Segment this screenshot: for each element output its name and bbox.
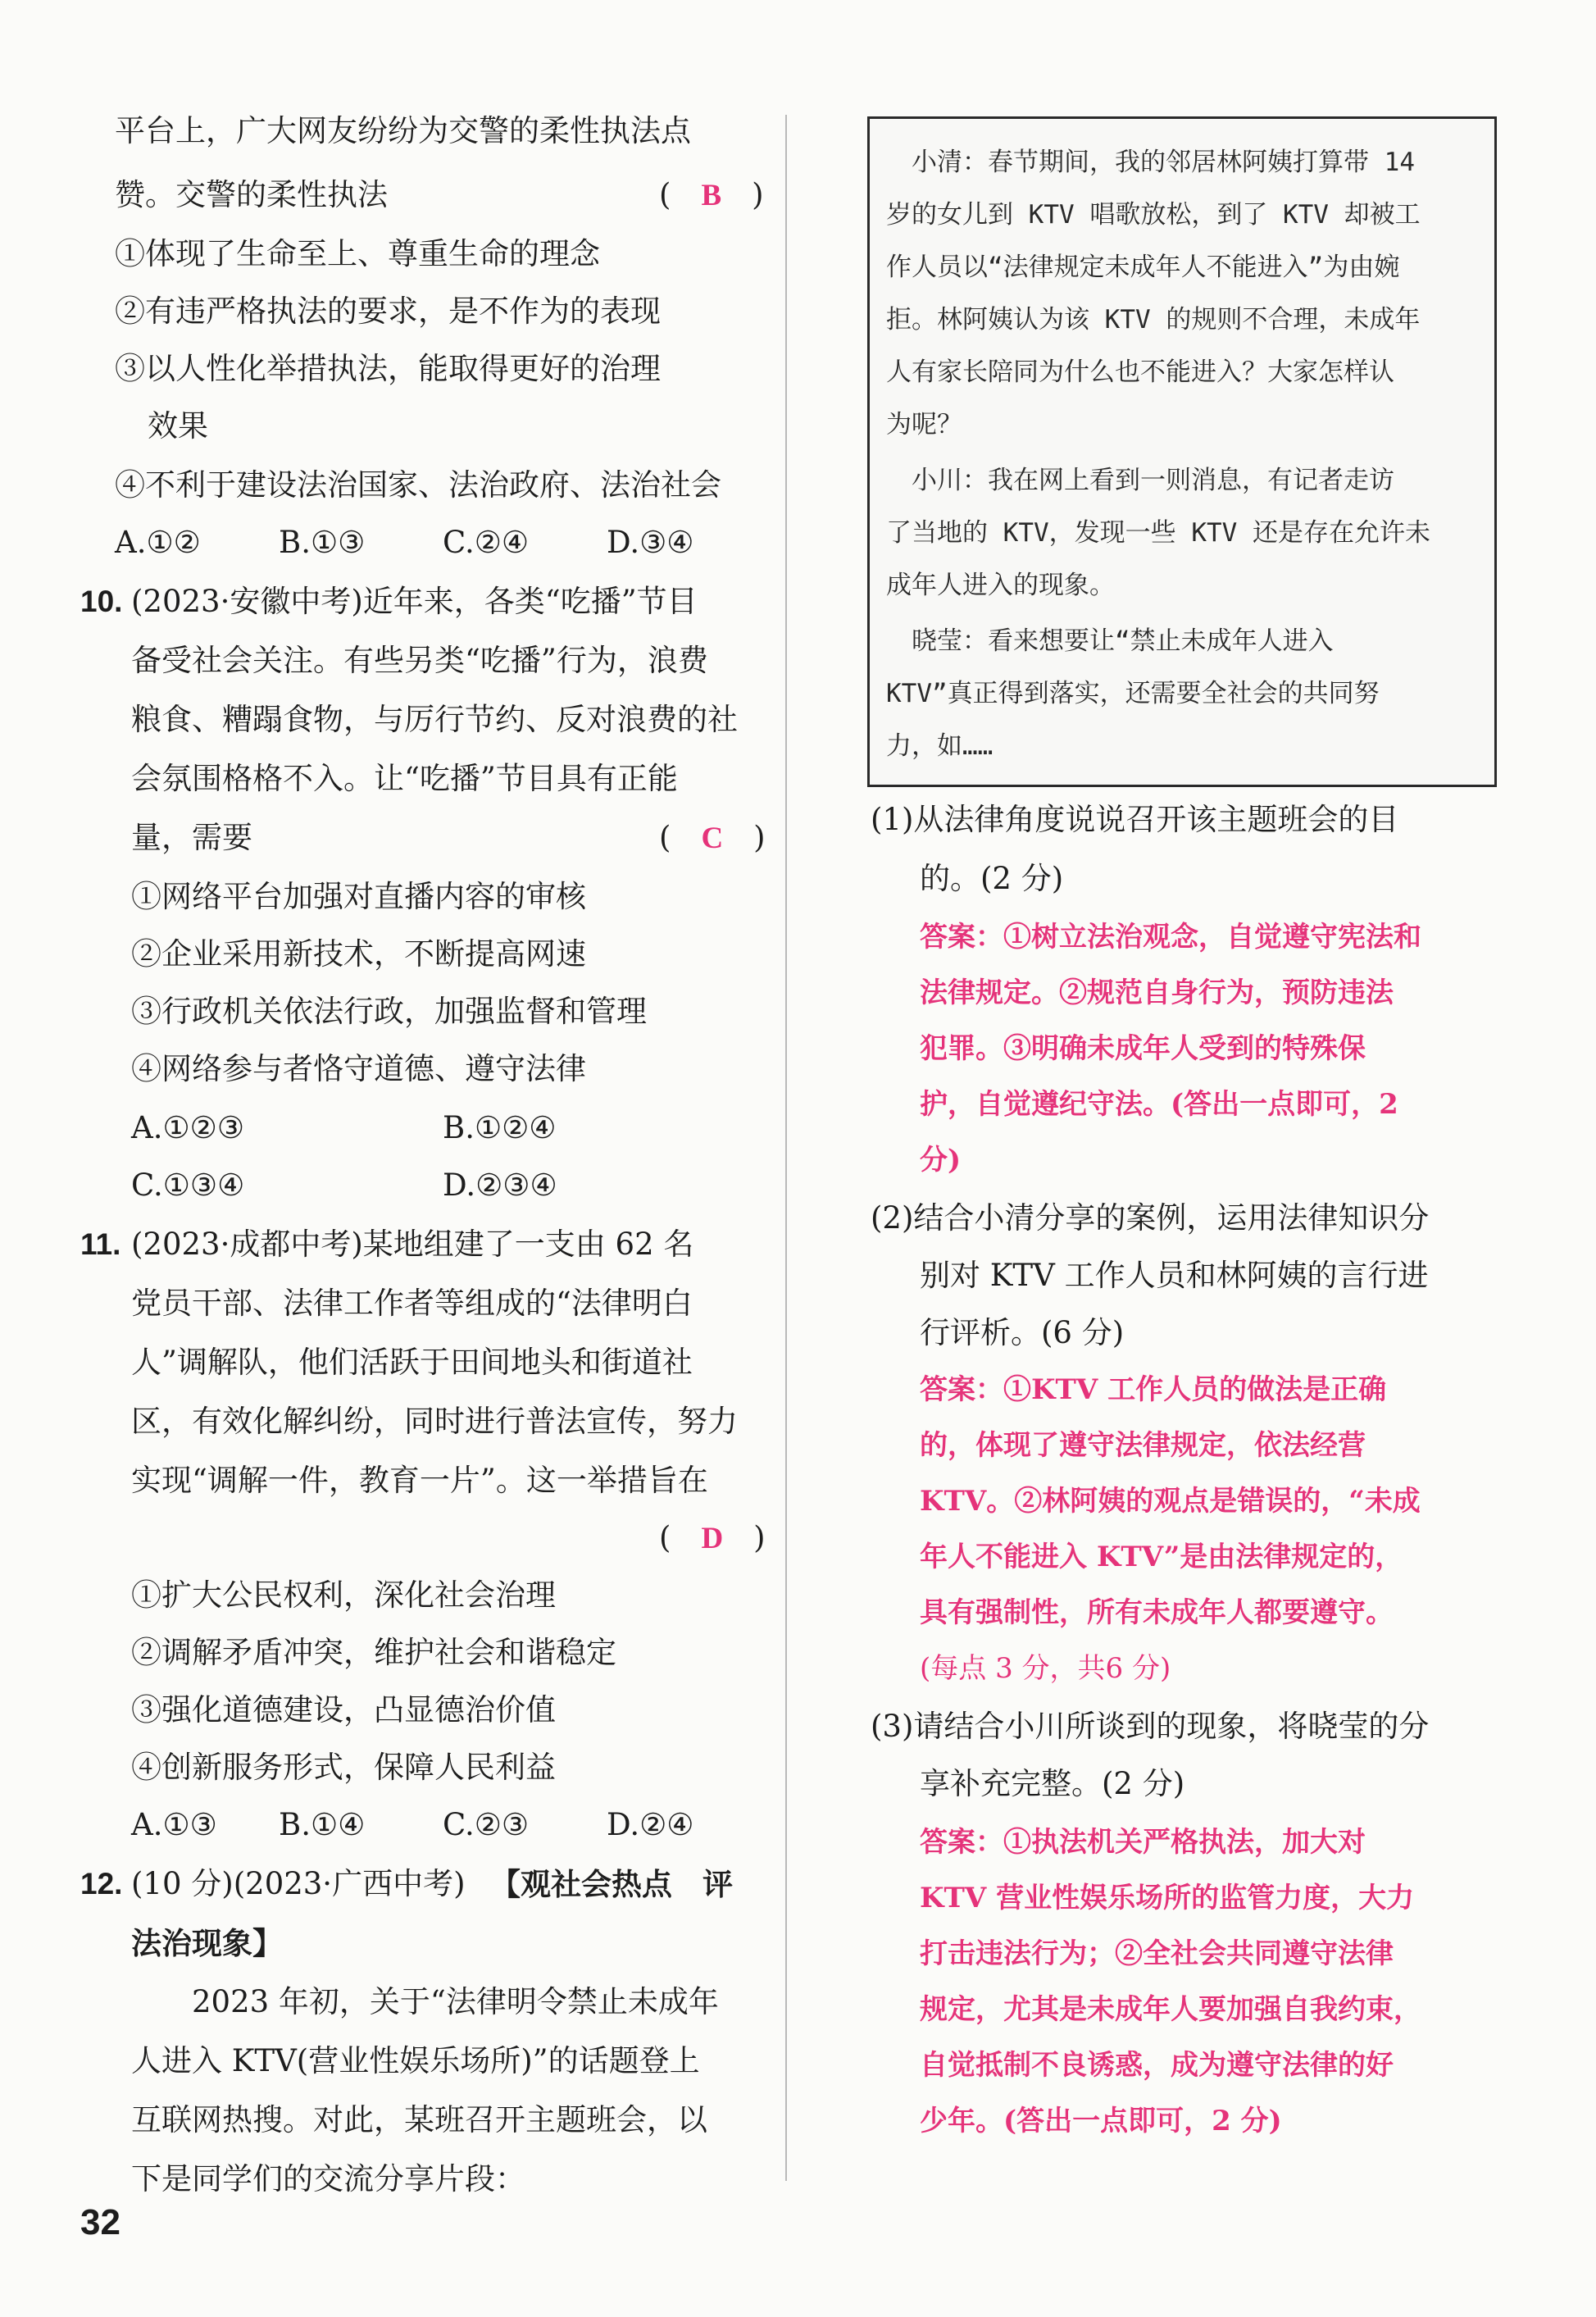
box-line-12: 力，如…… [886,731,994,761]
q9-option-3-cont: 效果 [148,408,208,444]
q10-choice-b: B.①②④ [443,1110,557,1145]
q10-line-4: 会氛围格格不入。让“吃播”节目具有正能 [131,761,678,796]
q9-line-2: 赞。交警的柔性执法 [115,177,388,212]
q9-choice-a: A.①② [115,525,201,560]
q11-option-4: ④创新服务形式，保障人民利益 [131,1750,556,1785]
sub3-answer-1: 答案：①执法机关严格执法，加大对 [920,1826,1366,1859]
q12-tag: 【观社会热点 评 [490,1866,733,1902]
sub1-answer-5: 分) [920,1144,962,1177]
q12-line-1: 2023 年初，关于“法律明令禁止未成年 [192,1984,719,2019]
box-line-11: KTV”真正得到落实，还需要全社会的共同努 [886,679,1380,708]
q12-line-4: 下是同学们的交流分享片段： [131,2161,525,2196]
q10-answer: C [701,822,724,855]
sub2-answer-5: 具有强制性，所有未成年人都要遵守。 [920,1596,1394,1629]
q9-line-1: 平台上，广大网友纷纷为交警的柔性执法点 [115,113,691,148]
sub2-answer-3: KTV。②林阿姨的观点是错误的，“未成 [920,1485,1421,1518]
q9-answer: B [701,179,722,212]
q10-choice-c: C.①③④ [131,1168,245,1203]
sub1-question-2: 的。(2 分) [920,861,1064,896]
q12-line-3: 互联网热搜。对此，某班召开主题班会，以 [131,2102,707,2137]
box-line-4: 拒。林阿姨认为该 KTV 的规则不合理，未成年 [886,305,1421,335]
q10-option-3: ③行政机关依法行政，加强监督和管理 [131,994,647,1029]
q10-line-5: 量，需要 [131,820,252,855]
sub1-answer-2: 法律规定。②规范自身行为，预防违法 [920,976,1394,1009]
q11-line-3: 人”调解队，他们活跃于田间地头和街道社 [131,1345,693,1380]
q12-head: (10 分)(2023·广西中考) [131,1866,466,1901]
q9-choice-b: B.①③ [279,525,366,560]
box-line-2: 岁的女儿到 KTV 唱歌放松，到了 KTV 却被工 [886,200,1421,230]
q9-option-3: ③以人性化举措执法，能取得更好的治理 [115,351,661,386]
q11-line-1: (2023·成都中考)某地组建了一支由 62 名 [131,1227,694,1262]
q11-line-5: 实现“调解一件，教育一片”。这一举措旨在 [131,1463,708,1498]
sub2-answer-4: 年人不能进入 KTV”是由法律规定的， [920,1541,1403,1573]
q10-answer-bracket: ( C ) [659,820,766,855]
q10-line-2: 备受社会关注。有些另类“吃播”行为，浪费 [131,643,708,678]
q9-choice-c: C.②④ [443,525,530,560]
q10-choice-d: D.②③④ [443,1168,557,1203]
box-line-6: 为呢？ [886,410,962,439]
sub2-question-1: (2)结合小清分享的案例，运用法律知识分 [871,1200,1430,1236]
q9-option-1: ①体现了生命至上、尊重生命的理念 [115,236,600,271]
sub3-question-1: (3)请结合小川所谈到的现象，将晓莹的分 [871,1709,1430,1744]
q9-option-2: ②有违严格执法的要求，是不作为的表现 [115,294,661,329]
box-line-8: 了当地的 KTV，发现一些 KTV 还是存在允许未 [886,518,1430,548]
sub1-answer-4: 护，自觉遵纪守法。(答出一点即可，2 [920,1088,1398,1121]
sub2-question-2: 别对 KTV 工作人员和林阿姨的言行进 [920,1258,1429,1293]
q10-option-4: ④网络参与者恪守道德、遵守法律 [131,1051,586,1086]
sub1-question-1: (1)从法律角度说说召开该主题班会的目 [871,802,1399,837]
box-line-7: 小川：我在网上看到一则消息，有记者走访 [886,466,1394,495]
box-line-1: 小清：春节期间，我的邻居林阿姨打算带 14 [886,148,1415,177]
q12-number: 12. [80,1867,123,1900]
sub1-answer-1: 答案：①树立法治观念，自觉遵守宪法和 [920,921,1421,954]
page-number: 32 [80,2202,120,2242]
box-line-10: 晓莹：看来想要让“禁止未成年人进入 [886,626,1334,656]
sub3-answer-5: 自觉抵制不良诱惑，成为遵守法律的好 [920,2049,1394,2082]
sub3-answer-6: 少年。(答出一点即可，2 分) [920,2105,1282,2137]
sub2-answer-2: 的，体现了遵守法律规定，依法经营 [920,1429,1366,1462]
sub3-answer-2: KTV 营业性娱乐场所的监管力度，大力 [920,1882,1415,1914]
sub3-answer-4: 规定，尤其是未成年人要加强自我约束， [920,1993,1421,2026]
q9-option-4: ④不利于建设法治国家、法治政府、法治社会 [115,467,721,503]
dialogue-box [867,116,1497,787]
q9-choice-d: D.③④ [607,525,694,560]
q11-answer: D [701,1522,724,1555]
q10-option-2: ②企业采用新技术，不断提高网速 [131,936,586,972]
q9-answer-bracket: ( B ) [659,177,764,212]
box-line-3: 作人员以“法律规定未成年人不能进入”为由婉 [886,253,1400,282]
q11-choice-d: D.②④ [607,1807,694,1842]
q11-choice-b: B.①④ [279,1807,366,1842]
q11-line-4: 区，有效化解纠纷，同时进行普法宣传，努力 [131,1404,738,1439]
q11-option-3: ③强化道德建设，凸显德治价值 [131,1692,556,1728]
sub2-answer-1: 答案：①KTV 工作人员的做法是正确 [920,1373,1387,1406]
q11-option-1: ①扩大公民权利，深化社会治理 [131,1577,556,1613]
q11-number: 11. [80,1227,121,1261]
q11-option-2: ②调解矛盾冲突，维护社会和谐稳定 [131,1635,616,1670]
box-line-9: 成年人进入的现象。 [886,571,1115,600]
q10-number: 10. [80,585,123,618]
q11-answer-bracket: ( D ) [659,1520,766,1555]
box-line-5: 人有家长陪同为什么也不能进入？大家怎样认 [886,357,1394,387]
q12-line-2: 人进入 KTV(营业性娱乐场所)”的话题登上 [131,2043,700,2078]
q11-choice-c: C.②③ [443,1807,530,1842]
sub2-answer-6: (每点 3 分，共6 分) [920,1652,1171,1685]
sub3-answer-3: 打击违法行为；②全社会共同遵守法律 [920,1937,1394,1970]
q12-tag-cont: 法治现象】 [131,1925,283,1961]
sub1-answer-3: 犯罪。③明确未成年人受到的特殊保 [920,1032,1366,1065]
q10-line-1: (2023·安徽中考)近年来，各类“吃播”节目 [131,584,698,619]
sub3-question-2: 享补充完整。(2 分) [920,1766,1185,1801]
q10-line-3: 粮食、糟蹋食物，与厉行节约、反对浪费的社 [131,702,738,737]
q11-choice-a: A.①③ [131,1807,217,1842]
q11-line-2: 党员干部、法律工作者等组成的“法律明白 [131,1286,693,1321]
column-divider [785,115,787,2181]
q10-choice-a: A.①②③ [131,1110,244,1145]
sub2-question-3: 行评析。(6 分) [920,1315,1125,1350]
q10-option-1: ①网络平台加强对直播内容的审核 [131,879,586,914]
